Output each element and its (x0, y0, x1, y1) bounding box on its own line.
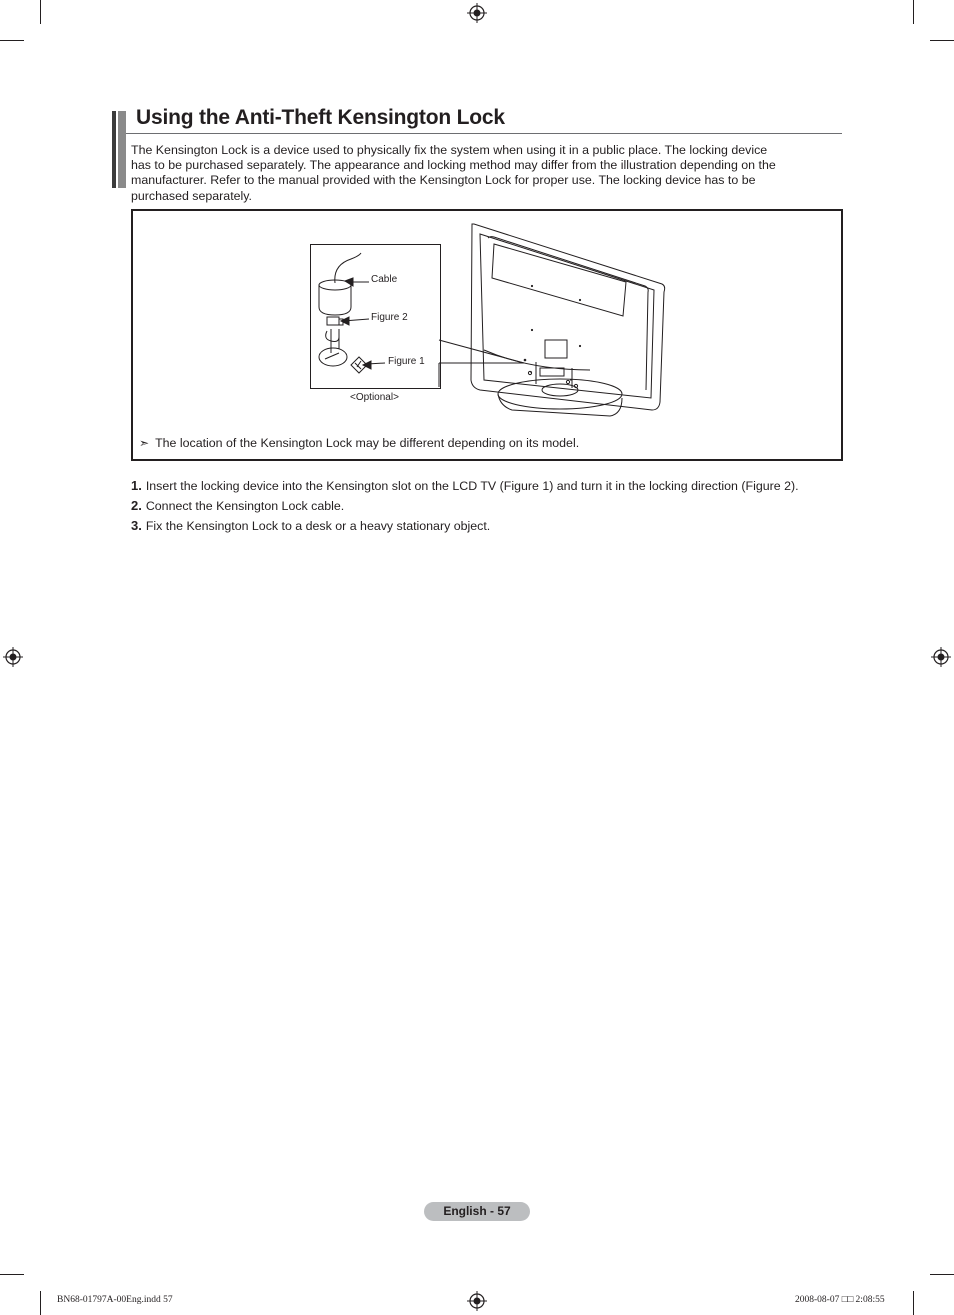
footer-timestamp: 2008-08-07 □□ 2:08:55 (795, 1295, 885, 1305)
crop-mark (913, 0, 914, 24)
page-title: Using the Anti-Theft Kensington Lock (136, 106, 505, 129)
note-text: The location of the Kensington Lock may be different depending on its model. (155, 436, 580, 450)
registration-mark-icon (3, 647, 23, 667)
crop-mark (0, 1274, 24, 1275)
step-text: Connect the Kensington Lock cable. (145, 499, 345, 513)
crop-mark (40, 1291, 41, 1315)
intro-line: has to be purchased separately. The appearance and locking method may differ from the illustration depending on the (131, 158, 776, 173)
figure2-label: Figure 2 (371, 312, 408, 323)
connector-lines (438, 330, 538, 390)
crop-mark (913, 1291, 914, 1315)
crop-mark (930, 1274, 954, 1275)
crop-mark (40, 0, 41, 24)
intro-line: manufacturer. Refer to the manual provided with the Kensington Lock for proper use. The locking device has to be (131, 173, 756, 188)
crop-mark (0, 40, 24, 41)
intro-line: purchased separately. (131, 188, 252, 203)
optional-label: <Optional> (350, 392, 399, 403)
page-number-badge: English - 57 (424, 1202, 530, 1221)
intro-line: The Kensington Lock is a device used to physically fix the system when using it in a public place. The locking device (131, 143, 768, 157)
figure1-label: Figure 1 (388, 356, 425, 367)
step-text: Fix the Kensington Lock to a desk or a heavy stationary object. (145, 519, 491, 533)
step-number: 2. (131, 498, 142, 513)
title-underline (126, 133, 842, 134)
list-item (131, 518, 490, 533)
step-number: 3. (131, 518, 142, 533)
footer-filename: BN68-01797A-00Eng.indd 57 (57, 1295, 173, 1305)
cable-label: Cable (371, 274, 398, 285)
registration-mark-icon (467, 3, 487, 23)
registration-mark-icon (467, 1291, 487, 1311)
note-arrow-icon: ➣ (139, 436, 150, 450)
crop-mark (930, 40, 954, 41)
step-number: 1. (131, 478, 142, 493)
tv-rear-illustration (440, 220, 670, 420)
step-text: Insert the locking device into the Kensington slot on the LCD TV (Figure 1) and turn it in the locking direction (Figure 2). (145, 479, 799, 493)
list-item (131, 478, 799, 493)
intro-paragraph (131, 143, 821, 204)
registration-mark-icon (931, 647, 951, 667)
figure-note (139, 436, 579, 450)
list-item (131, 498, 344, 513)
title-accent-bar (112, 111, 126, 188)
